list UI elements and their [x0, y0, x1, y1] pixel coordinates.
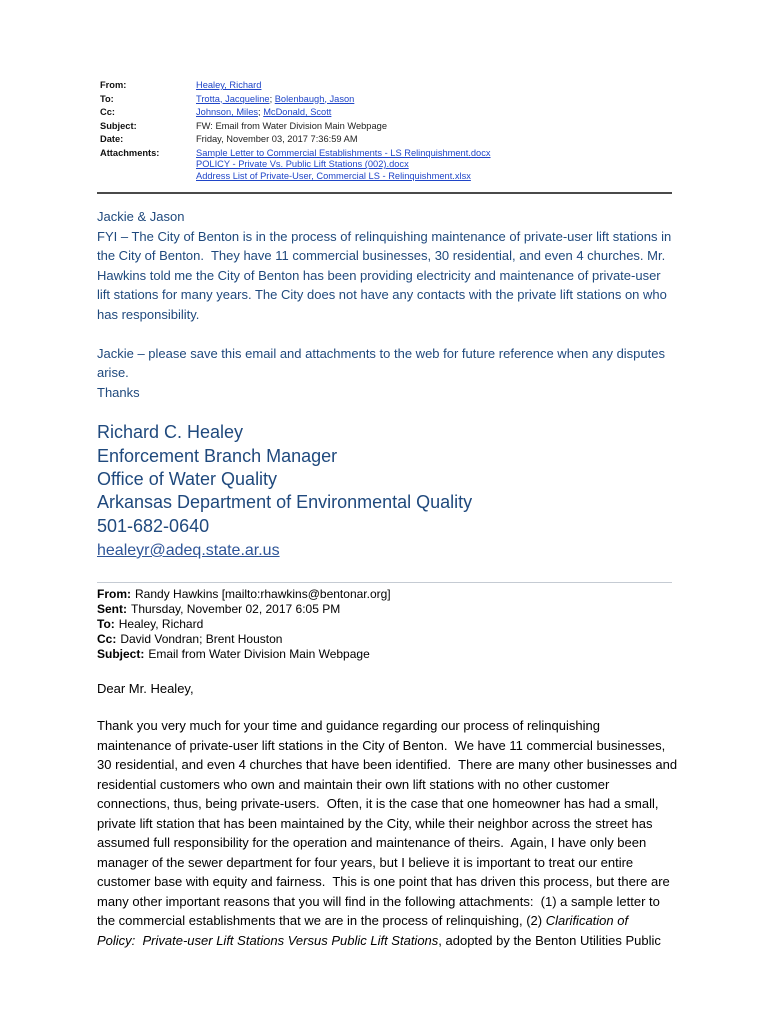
body-line: assumed full responsibility for the operation and maintenance of theirs. Again, I have only been: [97, 835, 647, 851]
original-sent-row: [97, 602, 391, 617]
forward-note: [97, 207, 737, 402]
signature-email-row: [97, 538, 472, 562]
body-line: Thank you very much for your time and guidance regarding our process of relinquishing: [97, 718, 600, 734]
body-line: [97, 931, 737, 951]
original-from-value: Randy Hawkins [mailto:rhawkins@bentonar.org]: [135, 586, 391, 601]
original-from-row: [97, 587, 391, 602]
policy-title-emphasis: Policy: Private-user Lift Stations Versus Public Lift Stations: [97, 932, 439, 948]
date-label: Date:: [100, 134, 124, 144]
note-line: FYI – The City of Benton is in the process of relinquishing maintenance of private-user lift stations in: [97, 228, 672, 244]
header-divider: [97, 192, 672, 194]
original-from-label: From:: [97, 586, 131, 601]
date-value: Friday, November 03, 2017 7:36:59 AM: [196, 134, 358, 144]
body-line: 30 residential, and even 4 churches that have been identified. There are many other businesses and: [97, 757, 678, 773]
attachments-label: Attachments:: [100, 147, 160, 158]
note-paragraph: [97, 227, 737, 325]
original-to-label: To:: [97, 616, 115, 631]
to-value: [196, 93, 354, 107]
salutation: Dear Mr. Healey,: [97, 681, 194, 697]
note-line: Jackie – please save this email and attachments to the web for future reference when any disputes: [97, 345, 665, 361]
original-subject-value: Email from Water Division Main Webpage: [148, 646, 370, 661]
original-cc-label: Cc:: [97, 631, 117, 646]
original-cc-row: [97, 632, 391, 647]
cc-separator: ;: [258, 107, 264, 117]
from-label: From:: [100, 80, 127, 90]
body-line: many other important reasons that you will find in the following attachments: (1) a sample letter to: [97, 893, 660, 909]
header-date-row: [100, 133, 700, 147]
attachment-link[interactable]: POLICY - Private Vs. Public Lift Stations (002).docx: [196, 159, 409, 170]
signature-name: Richard C. Healey: [97, 422, 244, 443]
policy-title-emphasis: Clarification of: [545, 913, 629, 929]
recipient-link[interactable]: Trotta, Jacqueline: [196, 93, 270, 104]
body-line: maintenance of private-user lift stations in the City of Benton. We have 11 commercial businesses,: [97, 737, 666, 753]
body-line: residential customers who own and maintain their own lift stations with no other customer: [97, 776, 610, 792]
recipient-link[interactable]: Bolenbaugh, Jason: [274, 93, 355, 104]
from-value: [196, 79, 261, 93]
subject-value: FW: Email from Water Division Main Webpage: [196, 120, 387, 131]
original-sent-label: Sent:: [97, 601, 127, 616]
attachment-list: [196, 147, 491, 183]
attachment-link[interactable]: Address List of Private-User, Commercial LS - Relinquishment.xlsx: [196, 170, 471, 181]
note-line: arise.: [97, 365, 129, 381]
signature-email-link[interactable]: healeyr@adeq.state.ar.us: [97, 541, 280, 559]
cc-value: [196, 106, 331, 120]
header-cc-row: [100, 106, 700, 120]
note-line: lift stations for many years. The City does not have any contacts with the private lift stations on who: [97, 287, 667, 303]
email-header: [100, 79, 700, 183]
body-line: [97, 911, 737, 931]
body-line: manager of the sewer department for four years, but I believe it is important to treat our entire: [97, 854, 634, 870]
header-subject-row: [100, 120, 700, 134]
to-label: To:: [100, 93, 114, 104]
original-message-body: [97, 716, 737, 950]
signature-office: Office of Water Quality: [97, 468, 278, 489]
original-subject-row: [97, 647, 391, 662]
subject-label: Subject:: [100, 120, 137, 131]
signature-phone: 501-682-0640: [97, 515, 210, 536]
body-line: connections, thus, being private-users. Often, it is the case that one homeowner has had a small,: [97, 796, 659, 812]
original-subject-label: Subject:: [97, 646, 145, 661]
header-attachments-row: [100, 147, 700, 183]
body-line: customer base with equity and fairness. This is one point that has driven this process, but there are: [97, 874, 670, 890]
original-cc-value: David Vondran; Brent Houston: [120, 631, 283, 646]
cc-link[interactable]: Johnson, Miles: [196, 107, 259, 117]
note-line: has responsibility.: [97, 306, 200, 322]
original-to-value: Healey, Richard: [118, 616, 204, 631]
signature-title: Enforcement Branch Manager: [97, 445, 338, 466]
signature-agency: Arkansas Department of Environmental Quality: [97, 492, 473, 513]
original-to-row: [97, 617, 391, 632]
header-from-row: [100, 79, 700, 93]
header-to-row: [100, 93, 700, 107]
cc-link[interactable]: McDonald, Scott: [263, 107, 332, 117]
original-message-divider: [97, 582, 672, 583]
note-paragraph: [97, 344, 737, 383]
body-line: private lift station that has been maintained by the City, while their neighbor across the street has: [97, 815, 653, 831]
note-line: Hawkins told me the City of Benton has been providing electricity and maintenance of private-user: [97, 267, 661, 283]
body-line-text: , adopted by the Benton Utilities Public: [438, 932, 661, 948]
body-line-text: the commercial establishments that we are in the process of relinquishing, (2): [97, 913, 546, 929]
sender-link[interactable]: Healey, Richard: [196, 80, 262, 90]
original-sent-value: Thursday, November 02, 2017 6:05 PM: [131, 601, 341, 616]
note-closing: Thanks: [97, 384, 140, 400]
note-line: the City of Benton. They have 11 commercial businesses, 30 residential, and even 4 churches. Mr.: [97, 248, 666, 264]
recipient-separator: ;: [269, 93, 275, 104]
attachment-link[interactable]: Sample Letter to Commercial Establishments - LS Relinquishment.docx: [196, 147, 491, 158]
note-greeting: Jackie & Jason: [97, 209, 185, 225]
signature: [97, 421, 472, 562]
original-message-header: [97, 587, 391, 662]
cc-label: Cc:: [100, 107, 115, 117]
